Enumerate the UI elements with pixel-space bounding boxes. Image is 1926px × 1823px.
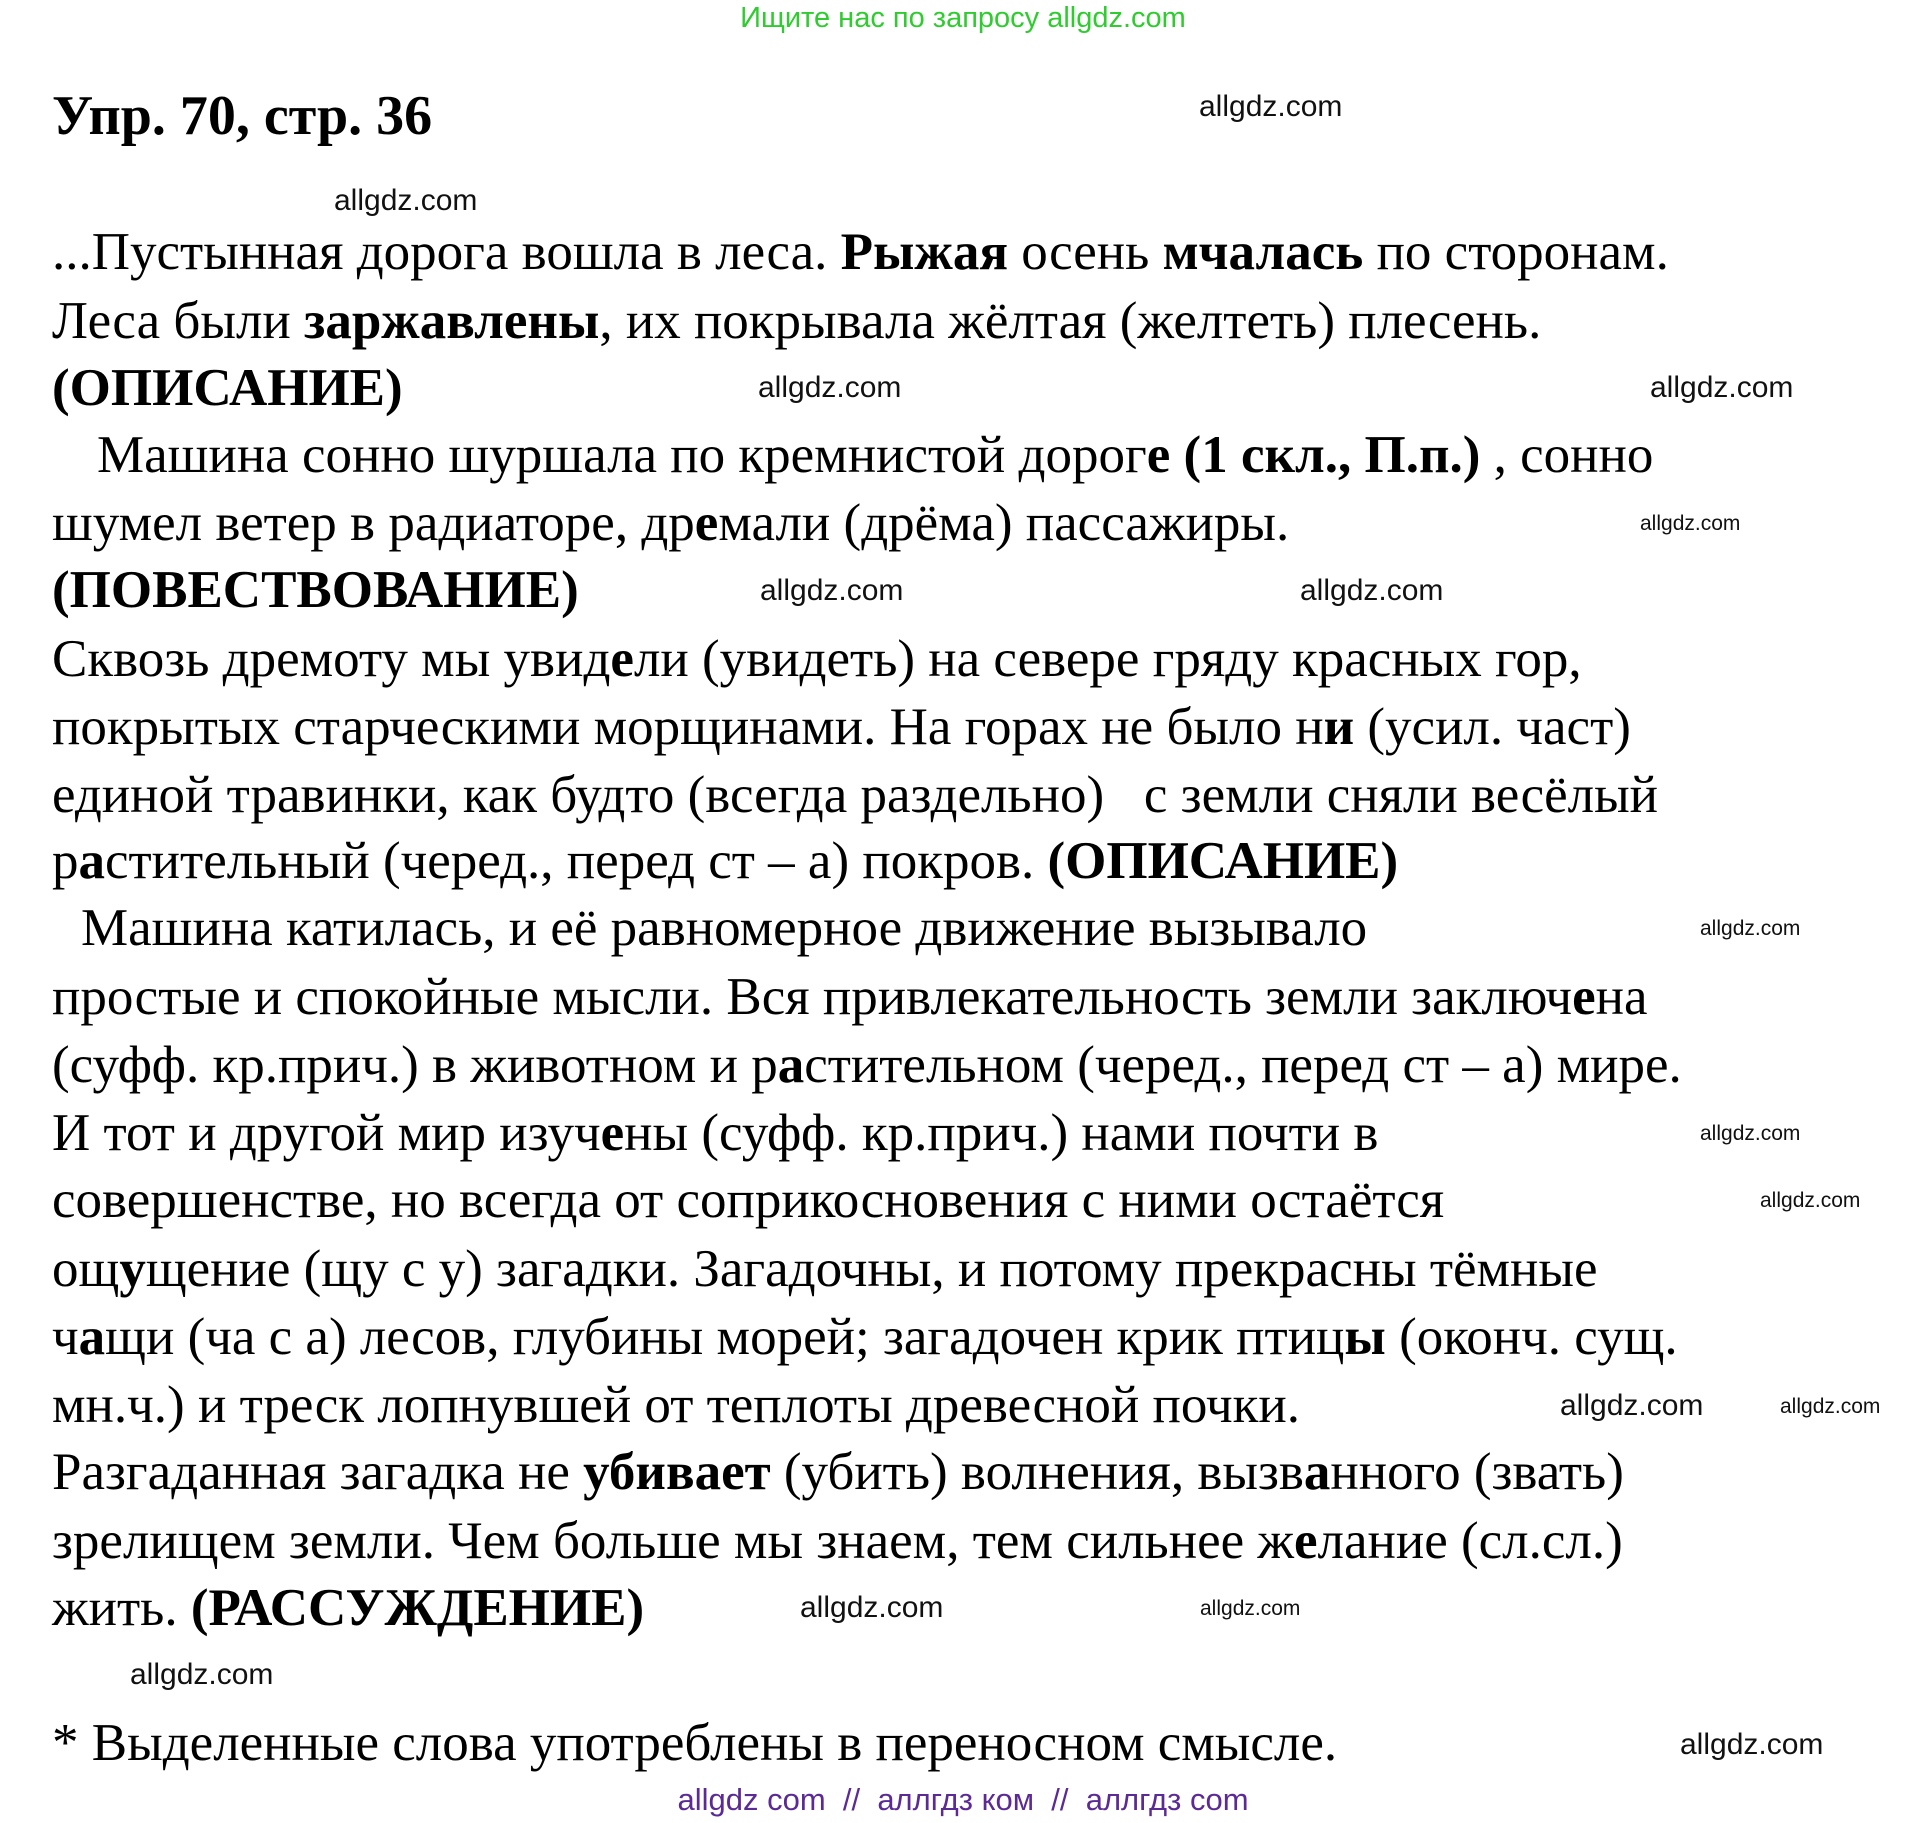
text-segment: Сквозь дремоту мы увид xyxy=(52,630,611,688)
highlighted-text: а xyxy=(78,832,105,890)
text-segment: лание (сл.сл.) xyxy=(1317,1512,1623,1570)
text-segment: И тот и другой мир изуч xyxy=(52,1104,601,1162)
text-segment: стительный (черед., перед ст – а) покров. xyxy=(105,832,1048,890)
text-segment: по сторонам. xyxy=(1363,223,1669,281)
highlighted-text: Рыжая xyxy=(840,223,1008,281)
text-line xyxy=(52,1169,1444,1231)
highlighted-text: заржавлены xyxy=(304,292,600,350)
watermark: allgdz.com xyxy=(1560,1389,1704,1422)
text-line xyxy=(52,559,579,621)
text-line xyxy=(52,290,1541,352)
text-segment: р xyxy=(52,832,79,890)
text-segment: зрелищем земли. Чем больше мы знаем, тем сильнее ж xyxy=(52,1512,1294,1570)
text-segment: нного (звать) xyxy=(1330,1443,1624,1501)
text-line xyxy=(52,830,1398,892)
watermark: allgdz.com xyxy=(130,1658,274,1691)
watermark: allgdz.com xyxy=(1650,371,1794,404)
text-line xyxy=(52,1034,1682,1096)
text-line xyxy=(52,1577,644,1639)
exercise-title: Упр. 70, стр. 36 xyxy=(52,85,433,147)
text-segment: ли (увидеть) на севере гряду красных гор, xyxy=(633,630,1582,688)
text-segment: стительном (черед., перед ст – а) мире. xyxy=(804,1036,1682,1094)
watermark: allgdz.com xyxy=(800,1591,944,1624)
top-search-banner: Ищите нас по запросу allgdz.com xyxy=(740,2,1186,34)
text-line xyxy=(52,1102,1378,1164)
text-segment: щение (щу с у) загадки. Загадочны, и потому прекрасны тёмные xyxy=(145,1240,1598,1298)
watermark: allgdz.com xyxy=(1780,1395,1881,1418)
text-line xyxy=(52,357,403,419)
watermark: allgdz.com xyxy=(758,371,902,404)
highlighted-text: е xyxy=(1572,968,1596,1026)
highlighted-text: е (1 скл., П.п.) xyxy=(1146,426,1481,484)
text-segment: (оконч. сущ. xyxy=(1385,1308,1678,1366)
text-segment: ч xyxy=(52,1308,79,1366)
text-segment: * Выделенные слова употреблены в переносном смысле. xyxy=(52,1714,1338,1772)
text-line xyxy=(52,1238,1598,1300)
highlighted-text: и xyxy=(1323,698,1355,756)
watermark: allgdz.com xyxy=(1300,574,1444,607)
text-segment: совершенстве, но всегда от соприкосновения с ними остаётся xyxy=(52,1171,1445,1229)
text-line xyxy=(52,221,1669,283)
highlighted-text: а xyxy=(78,1308,106,1366)
text-segment: осень xyxy=(1008,223,1163,281)
text-segment: жить. xyxy=(52,1579,191,1637)
watermark: allgdz.com xyxy=(1680,1728,1824,1761)
text-segment: , их покрывала жёлтая (желтеть) плесень. xyxy=(599,292,1542,350)
text-segment: мн.ч.) и треск лопнувшей от теплоты древесной почки. xyxy=(52,1376,1300,1434)
highlighted-text: е xyxy=(1293,1512,1318,1570)
text-line xyxy=(97,424,1653,486)
text-line xyxy=(52,1510,1623,1572)
highlighted-text: (ОПИСАНИЕ) xyxy=(52,359,403,417)
watermark: allgdz.com xyxy=(1640,512,1741,535)
text-segment: (усил. част) xyxy=(1354,698,1631,756)
text-segment: Машина сонно шуршала по кремнистой дорог xyxy=(97,426,1147,484)
text-line xyxy=(52,966,1648,1028)
watermark: allgdz.com xyxy=(1200,1597,1301,1620)
text-segment: (убить) волнения, вызв xyxy=(770,1443,1304,1501)
highlighted-text: е xyxy=(610,630,634,688)
highlighted-text: ы xyxy=(1344,1308,1386,1366)
highlighted-text: (РАССУЖДЕНИЕ) xyxy=(190,1579,645,1637)
text-line xyxy=(52,628,1582,690)
text-segment: Леса были xyxy=(52,292,305,350)
text-segment: , сонно xyxy=(1480,426,1654,484)
highlighted-text: е xyxy=(600,1104,625,1162)
highlighted-text: у xyxy=(119,1240,146,1298)
highlighted-text: (ОПИСАНИЕ) xyxy=(1047,832,1399,890)
text-line xyxy=(52,764,1658,826)
text-line xyxy=(52,696,1631,758)
text-segment: щи (ча с а) лесов, глубины морей; загадочен крик птиц xyxy=(105,1308,1345,1366)
highlighted-text: (ПОВЕСТВОВАНИЕ) xyxy=(52,561,579,619)
text-line xyxy=(81,897,1367,959)
text-segment: единой травинки, как будто (всегда раздельно) с земли сняли весёлый xyxy=(52,766,1659,824)
watermark: allgdz.com xyxy=(334,184,478,217)
watermark: allgdz.com xyxy=(1760,1189,1861,1212)
text-segment: Машина катилась, и её равномерное движение вызывало xyxy=(81,899,1368,957)
bottom-banner: allgdz com // аллгдз ком // аллгдз com xyxy=(677,1782,1249,1817)
footnote xyxy=(52,1712,1337,1774)
text-segment: на xyxy=(1595,968,1648,1026)
text-segment: Разгаданная загадка не xyxy=(52,1443,584,1501)
text-line xyxy=(52,492,1289,554)
watermark: allgdz.com xyxy=(760,574,904,607)
watermark: allgdz.com xyxy=(1700,917,1801,940)
text-segment: покрытых старческими морщинами. На горах не было н xyxy=(52,698,1324,756)
highlighted-text: убивает xyxy=(583,1443,771,1501)
highlighted-text: а xyxy=(1303,1443,1331,1501)
text-segment: простые и спокойные мысли. Вся привлекательность земли заключ xyxy=(52,968,1573,1026)
text-segment: ...Пустынная дорога вошла в леса. xyxy=(52,223,841,281)
text-segment: ны (суфф. кр.прич.) нами почти в xyxy=(624,1104,1379,1162)
text-segment: мали (дрёма) пассажиры. xyxy=(718,494,1290,552)
watermark: allgdz.com xyxy=(1700,1122,1801,1145)
text-line xyxy=(52,1306,1678,1368)
text-segment: (суфф. кр.прич.) в животном и р xyxy=(52,1036,778,1094)
highlighted-text: е xyxy=(694,494,719,552)
highlighted-text: а xyxy=(777,1036,805,1094)
text-segment: ощ xyxy=(52,1240,120,1298)
text-line xyxy=(52,1374,1300,1436)
highlighted-text: мчалась xyxy=(1162,223,1364,281)
watermark: allgdz.com xyxy=(1199,90,1343,123)
text-segment: шумел ветер в радиаторе, др xyxy=(52,494,695,552)
text-line xyxy=(52,1441,1624,1503)
